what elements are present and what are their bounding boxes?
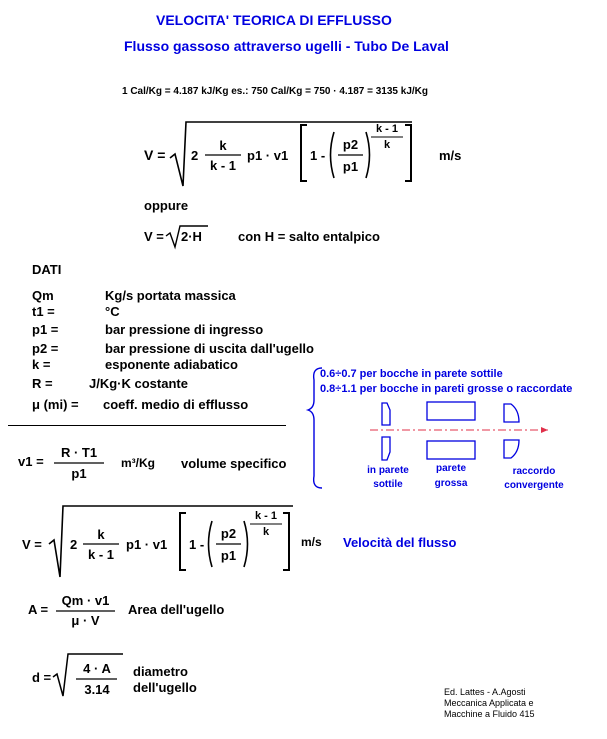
conversion-note: 1 Cal/Kg = 4.187 kJ/Kg es.: 750 Cal/Kg = 750 · 4.187 = 3135 kJ/Kg — [122, 86, 429, 97]
formula1-pv: p1 · v1 — [247, 148, 289, 163]
dati-heading: DATI — [32, 262, 62, 277]
formula3-unit: m/s — [301, 535, 322, 549]
formula3-one-minus: 1 - — [189, 537, 205, 552]
formula-v1-den: p1 — [71, 466, 87, 481]
formula-area-den: μ · V — [71, 613, 100, 628]
nozzle-thick-label-2: grossa — [434, 478, 468, 489]
formula1-one-minus: 1 - — [310, 148, 326, 163]
formula3-lhs: V = — [22, 537, 42, 552]
formula3-pv: p1 · v1 — [126, 537, 168, 552]
formula-v1-desc: volume specifico — [181, 456, 287, 471]
formula1-exp-den: k — [383, 139, 391, 151]
dati-description: °C — [105, 304, 120, 319]
formula-v1-num: R · T1 — [60, 445, 98, 460]
formula1-p2: p2 — [342, 137, 359, 152]
dati-symbol: μ (mi) = — [32, 397, 79, 412]
coeff-note-thin: 0.6÷0.7 per bocche in parete sottile — [320, 368, 503, 380]
formula3-p1: p1 — [220, 548, 237, 563]
dati-description: bar pressione di ingresso — [105, 322, 264, 337]
formula-v1-lhs: v1 = — [18, 454, 44, 469]
oppure-label: oppure — [144, 198, 189, 213]
dati-symbol: R = — [32, 376, 53, 391]
dati-description: coeff. medio di efflusso — [103, 397, 249, 412]
dati-symbol: Qm — [32, 288, 54, 303]
page-subtitle: Flusso gassoso attraverso ugelli - Tubo De Laval — [124, 38, 449, 54]
formula-d-desc-2: dell'ugello — [133, 680, 197, 695]
dati-description: bar pressione di uscita dall'ugello — [105, 341, 314, 356]
page-title: VELOCITA' TEORICA DI EFFLUSSO — [156, 12, 392, 28]
formula-d-desc-1: diametro — [133, 664, 188, 679]
formula-area-num: Qm · v1 — [61, 593, 110, 608]
nozzle-thick-label-1: parete — [435, 463, 466, 474]
formula-area-desc: Area dell'ugello — [128, 602, 225, 617]
nozzle-thin-label-1: in parete — [367, 465, 409, 476]
credits-line-1: Ed. Lattes - A.Agosti — [444, 687, 526, 697]
formula1-lhs: V = — [144, 147, 166, 163]
formula1-km1: k - 1 — [209, 158, 236, 173]
nozzle-connected-label-2: convergente — [504, 480, 564, 491]
formula3-two: 2 — [70, 537, 78, 552]
formula1-k: k — [219, 138, 227, 153]
dati-description: esponente adiabatico — [105, 357, 238, 372]
dati-description: J/Kg·K costante — [89, 376, 188, 391]
formula-d-den: 3.14 — [84, 682, 110, 697]
dati-description: Kg/s portata massica — [105, 288, 236, 303]
formula1-unit: m/s — [439, 148, 462, 163]
dati-symbol: t1 = — [32, 304, 55, 319]
formula3-k: k — [97, 527, 105, 542]
formula1-p1: p1 — [342, 159, 359, 174]
formula3-label: Velocità del flusso — [343, 535, 457, 550]
coeff-note-thick: 0.8÷1.1 per bocche in pareti grosse o raccordate — [320, 383, 573, 395]
formula3-p2: p2 — [220, 526, 237, 541]
dati-symbol: p1 = — [32, 322, 59, 337]
dati-symbol: k = — [32, 357, 51, 372]
formula2-note: con H = salto entalpico — [238, 229, 380, 244]
formula-d-lhs: d = — [32, 670, 52, 685]
formula3-exp-den: k — [262, 526, 270, 538]
nozzle-connected-label-1: raccordo — [512, 466, 556, 477]
formula-d-num: 4 · A — [83, 661, 111, 676]
formula2-radicand: 2·H — [181, 229, 202, 244]
formula1-two: 2 — [191, 148, 199, 163]
dati-symbol: p2 = — [32, 341, 59, 356]
formula3-km1: k - 1 — [87, 547, 114, 562]
credits-line-3: Macchine a Fluido 415 — [444, 709, 535, 719]
formula3-exp-num: k - 1 — [254, 510, 277, 522]
formula-v1-unit: m³/Kg — [121, 456, 155, 470]
formula2-lhs: V = — [144, 229, 164, 244]
nozzle-thin-label-2: sottile — [373, 479, 403, 490]
formula1-exp-num: k - 1 — [375, 123, 398, 135]
formula-area-lhs: A = — [28, 602, 49, 617]
credits-line-2: Meccanica Applicata e — [444, 698, 534, 708]
